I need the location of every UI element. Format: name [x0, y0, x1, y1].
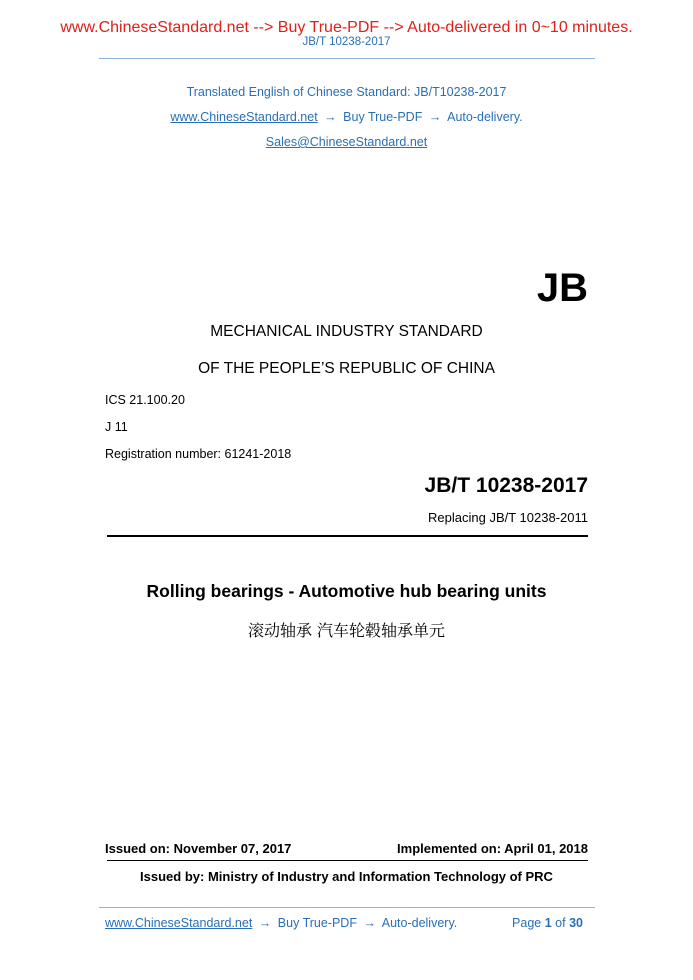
page-indicator — [512, 916, 583, 930]
document-title: Rolling bearings - Automotive hub bearing units — [146, 581, 547, 601]
replacing-note: Replacing JB/T 10238-2011 — [428, 510, 588, 525]
issuing-authority: Issued by: Ministry of Industry and Information Technology of PRC — [140, 869, 553, 884]
footer-divider — [99, 907, 595, 908]
page-current: 1 — [544, 916, 552, 930]
issued-on-date: Issued on: November 07, 2017 — [105, 841, 292, 856]
intro-site-link[interactable]: www.ChineseStandard.net — [170, 110, 318, 124]
right-arrow-icon: → — [363, 916, 376, 930]
right-arrow-icon: → — [258, 916, 272, 930]
document-title-chinese: 滚动轴承 汽车轮毂轴承单元 — [247, 621, 446, 640]
intro-buy-pdf: Buy True-PDF — [343, 110, 423, 124]
right-arrow-icon: → — [428, 110, 442, 124]
footer-auto-delivery: Auto-delivery. — [381, 916, 458, 930]
footer-buy-pdf: Buy True-PDF — [277, 916, 357, 930]
registration-number: Registration number: 61241-2018 — [105, 447, 292, 461]
page-total: 30 — [569, 916, 583, 930]
right-arrow-icon: → — [324, 110, 337, 124]
sales-email-link[interactable]: Sales@ChineseStandard.net — [265, 135, 428, 149]
page-of: of — [555, 916, 566, 930]
ics-code: ICS 21.100.20 — [105, 393, 185, 407]
intro-delivery-line — [0, 110, 693, 124]
ccs-code: J 11 — [105, 420, 128, 434]
cover-title-line1: MECHANICAL INDUSTRY STANDARD — [210, 323, 483, 340]
running-header-doc-id: JB/T 10238-2017 — [302, 36, 391, 48]
footer-site-link[interactable]: www.ChineseStandard.net — [105, 916, 253, 930]
cover-title-line2: OF THE PEOPLE’S REPUBLIC OF CHINA — [198, 360, 495, 377]
translated-note: Translated English of Chinese Standard: JB/T10238-2017 — [186, 85, 507, 99]
implemented-on-date: Implemented on: April 01, 2018 — [397, 841, 588, 856]
standard-number: JB/T 10238-2017 — [424, 474, 588, 497]
page-label: Page — [512, 916, 542, 930]
title-divider — [107, 535, 588, 537]
email-line — [0, 135, 693, 149]
header-divider — [99, 58, 595, 59]
footer-delivery-line — [105, 916, 457, 930]
intro-auto-delivery: Auto-delivery. — [447, 110, 523, 124]
promo-banner[interactable]: www.ChineseStandard.net --> Buy True-PDF --> Auto-delivered in 0~10 minutes. — [60, 19, 633, 36]
standard-code: JB — [536, 266, 588, 310]
dates-divider — [107, 860, 588, 861]
